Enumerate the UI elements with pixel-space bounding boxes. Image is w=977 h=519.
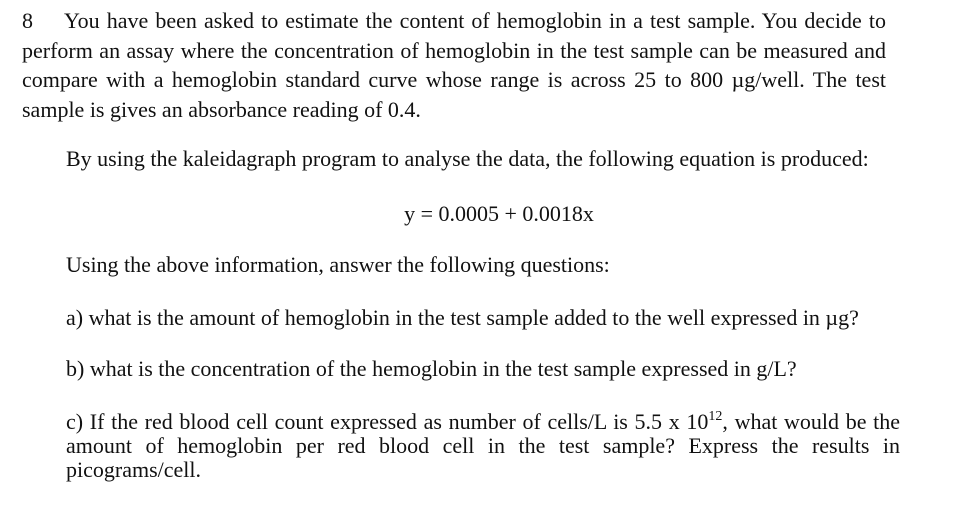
part-c-text-end: , what would be the amount of hemoglobin per red blood cell in the test sample? Express the results in picograms/cell. [66, 409, 901, 482]
part-c-text-start: c) If the red blood cell count expressed as number of cells/L is 5.5 x 10 [66, 409, 709, 434]
part-c-exponent: 12 [708, 408, 723, 424]
part-a-question: a) what is the amount of hemoglobin in the test sample added to the well expressed in µg? [66, 305, 859, 330]
regression-equation: y = 0.0005 + 0.0018x [404, 201, 594, 226]
instruction-text: Using the above information, answer the following questions: [66, 252, 610, 277]
question-intro-text: You have been asked to estimate the content of hemoglobin in a test sample. You decide to perform an assay where the concentration of hemoglobin in the test sample can be measured and compare with a hemoglobin standard curve whose range is across 25 to 800 µg/well. The test sample is gives an absorbance reading of 0.4. [22, 8, 886, 122]
part-b-question: b) what is the concentration of the hemoglobin in the test sample expressed in g/L? [66, 356, 797, 381]
kaleidagraph-paragraph: By using the kaleidagraph program to analyse the data, the following equation is produced: [66, 146, 869, 171]
question-intro [22, 6, 886, 124]
part-c-question [66, 410, 900, 482]
question-number: 8 [22, 8, 33, 33]
